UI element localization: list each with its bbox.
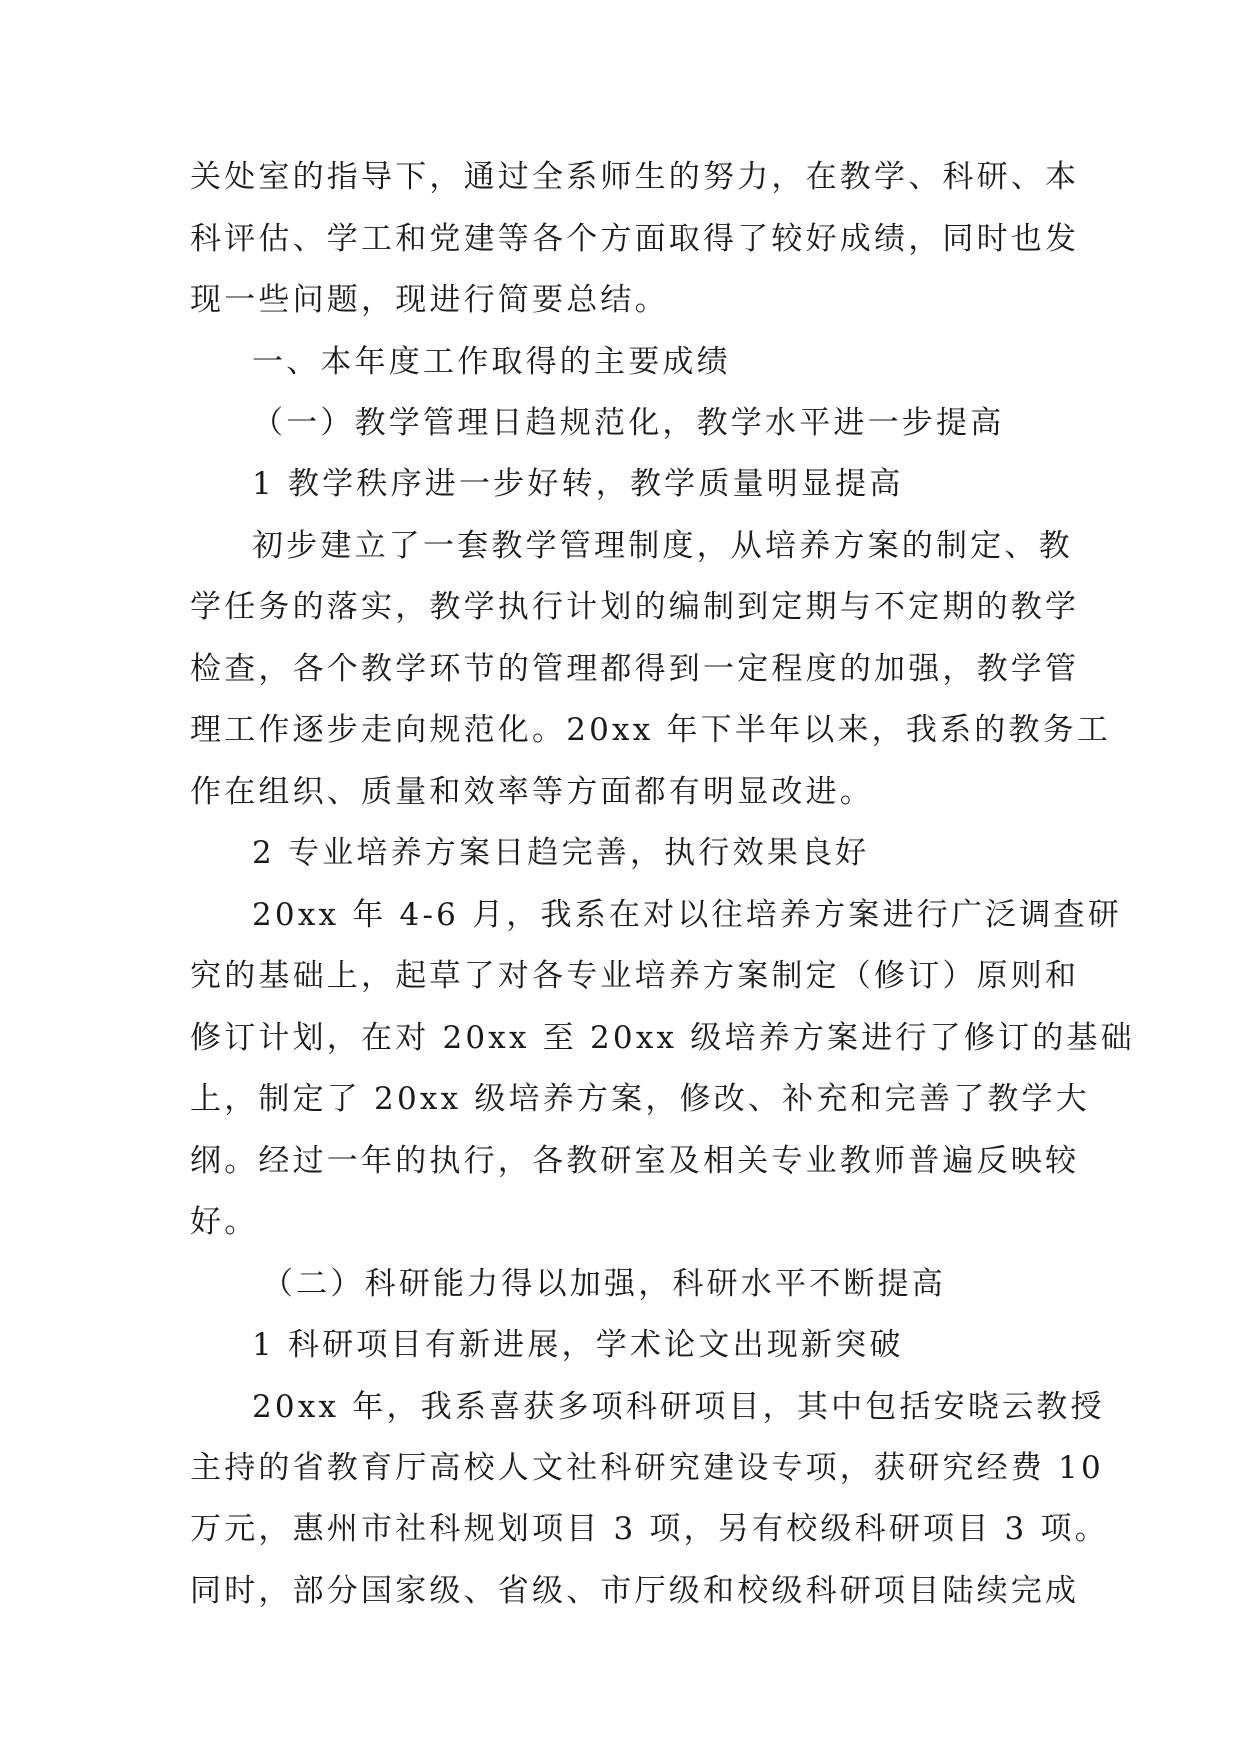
paragraph-line: 关处室的指导下，通过全系师生的努力，在教学、科研、本	[190, 159, 1080, 195]
paragraph-line: 检查，各个教学环节的管理都得到一定程度的加强，教学管	[190, 651, 1080, 687]
paragraph-line: 纲。经过一年的执行，各教研室及相关专业教师普遍反映较	[190, 1143, 1080, 1179]
paragraph-line: 初步建立了一套教学管理制度，从培养方案的制定、教	[252, 528, 1073, 564]
item-heading: 1 教学秩序进一步好转，教学质量明显提高	[252, 466, 904, 502]
paragraph-line: 现一些问题，现进行简要总结。	[190, 282, 669, 318]
paragraph-line: 20xx 年 4-6 月，我系在对以往培养方案进行广泛调查研	[252, 897, 1122, 933]
item-heading: 1 科研项目有新进展，学术论文出现新突破	[252, 1327, 904, 1363]
paragraph-line: 主持的省教育厅高校人文社科研究建设专项，获研究经费 10	[190, 1450, 1104, 1486]
subsection-heading: （二）科研能力得以加强，科研水平不断提高	[262, 1266, 946, 1302]
paragraph-line: 科评估、学工和党建等各个方面取得了较好成绩，同时也发	[190, 221, 1080, 257]
paragraph-line: 上，制定了 20xx 级培养方案，修改、补充和完善了教学大	[190, 1081, 1090, 1117]
item-heading: 2 专业培养方案日趋完善，执行效果良好	[252, 835, 870, 871]
subsection-heading: （一）教学管理日趋规范化，教学水平进一步提高	[252, 405, 1005, 441]
paragraph-line: 学任务的落实，教学执行计划的编制到定期与不定期的教学	[190, 589, 1080, 625]
paragraph-line: 理工作逐步走向规范化。20xx 年下半年以来，我系的教务工	[190, 712, 1112, 748]
paragraph-line: 好。	[190, 1204, 259, 1240]
paragraph-line: 修订计划，在对 20xx 至 20xx 级培养方案进行了修订的基础	[190, 1020, 1135, 1056]
paragraph-line: 究的基础上，起草了对各专业培养方案制定（修订）原则和	[190, 958, 1080, 994]
paragraph-line: 万元，惠州市社科规划项目 3 项，另有校级科研项目 3 项。	[190, 1511, 1109, 1547]
paragraph-line: 20xx 年，我系喜获多项科研项目，其中包括安晓云教授	[252, 1389, 1105, 1425]
paragraph-line: 作在组织、质量和效率等方面都有明显改进。	[190, 774, 874, 810]
paragraph-line: 同时，部分国家级、省级、市厅级和校级科研项目陆续完成	[190, 1573, 1080, 1609]
section-heading: 一、本年度工作取得的主要成绩	[252, 344, 731, 380]
